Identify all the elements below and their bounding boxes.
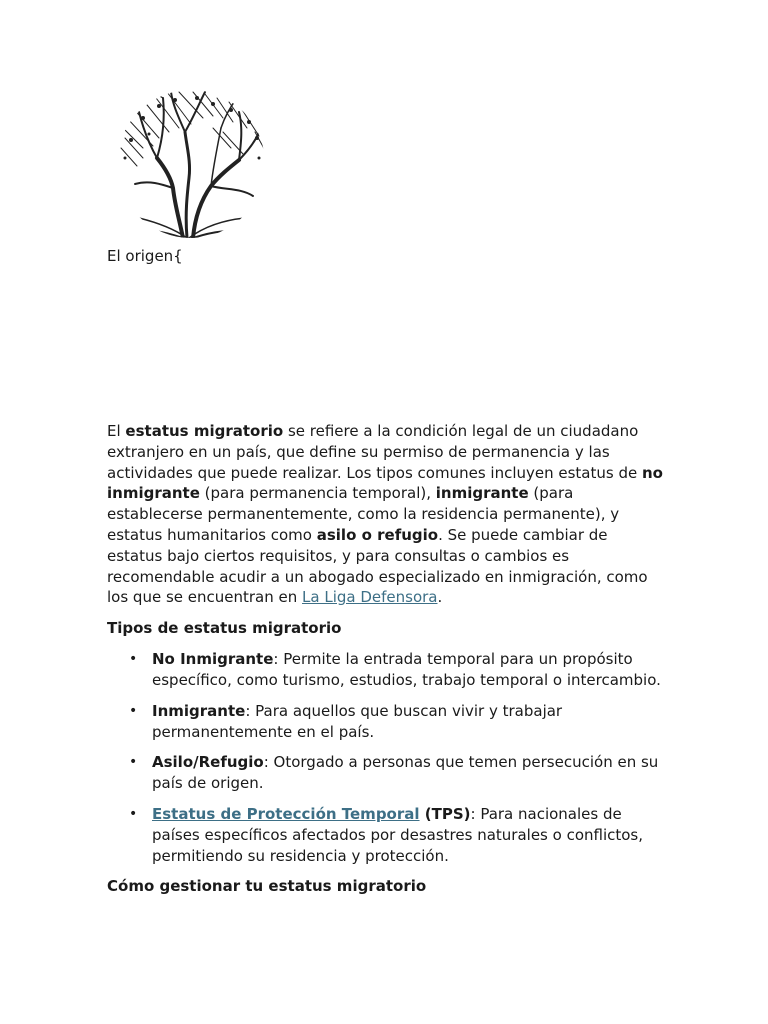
image-caption: El origen{ bbox=[107, 247, 183, 265]
item-term: (TPS) bbox=[419, 804, 471, 823]
tree-of-life-icon bbox=[113, 88, 269, 240]
item-term: Asilo/Refugio bbox=[152, 753, 264, 772]
bold-term: asilo o refugio bbox=[316, 525, 439, 544]
item-text: : Para nacionales de países específicos afectados por desastres naturales o conflictos, permitiendo su residencia y protección. bbox=[152, 804, 644, 865]
text-run: se refiere a la condición legal de un ciudadano extranjero en un país, que define su permiso de permanencia y las actividades que puede realizar. Los tipos comunes incluyen estatus de bbox=[107, 422, 642, 482]
item-text: : Otorgado a personas que temen persecución en su país de origen. bbox=[152, 753, 659, 793]
text-run: (para establecerse permanentemente, como la residencia permanente), y estatus humanitarios como bbox=[107, 484, 620, 544]
list-item bbox=[152, 649, 667, 691]
item-text: : Permite la entrada temporal para un propósito específico, como turismo, estudios, trabajo temporal o intercambio. bbox=[152, 650, 661, 689]
text-run: . Se puede cambiar de estatus bajo ciertos requisitos, y para consultas o cambios es recomendable acudir a un abogado especializado en inmigración, como los que se encuentran en bbox=[107, 525, 648, 607]
item-term: Inmigrante bbox=[152, 701, 246, 720]
item-term: No Inmigrante bbox=[152, 650, 274, 669]
tps-link[interactable]: Estatus de Protección Temporal bbox=[152, 804, 420, 823]
text-run: El bbox=[107, 422, 126, 440]
section-heading-manage: Cómo gestionar tu estatus migratorio bbox=[107, 877, 427, 896]
item-text: : Para aquellos que buscan vivir y trabajar permanentemente en el país. bbox=[152, 701, 563, 741]
bold-term: estatus migratorio bbox=[125, 422, 284, 440]
liga-defensora-link[interactable]: La Liga Defensora bbox=[302, 588, 438, 607]
bold-term: inmigrante bbox=[435, 484, 529, 503]
section-heading-types: Tipos de estatus migratorio bbox=[107, 619, 342, 638]
list-item bbox=[152, 701, 667, 743]
bold-term: no inmigrante bbox=[107, 463, 663, 503]
status-type-list bbox=[107, 649, 667, 866]
document-page bbox=[107, 88, 667, 897]
list-item bbox=[152, 804, 667, 866]
intro-paragraph bbox=[107, 421, 667, 608]
text-run: . bbox=[437, 588, 443, 607]
list-item bbox=[152, 752, 667, 794]
text-run: (para permanencia temporal), bbox=[199, 484, 436, 503]
